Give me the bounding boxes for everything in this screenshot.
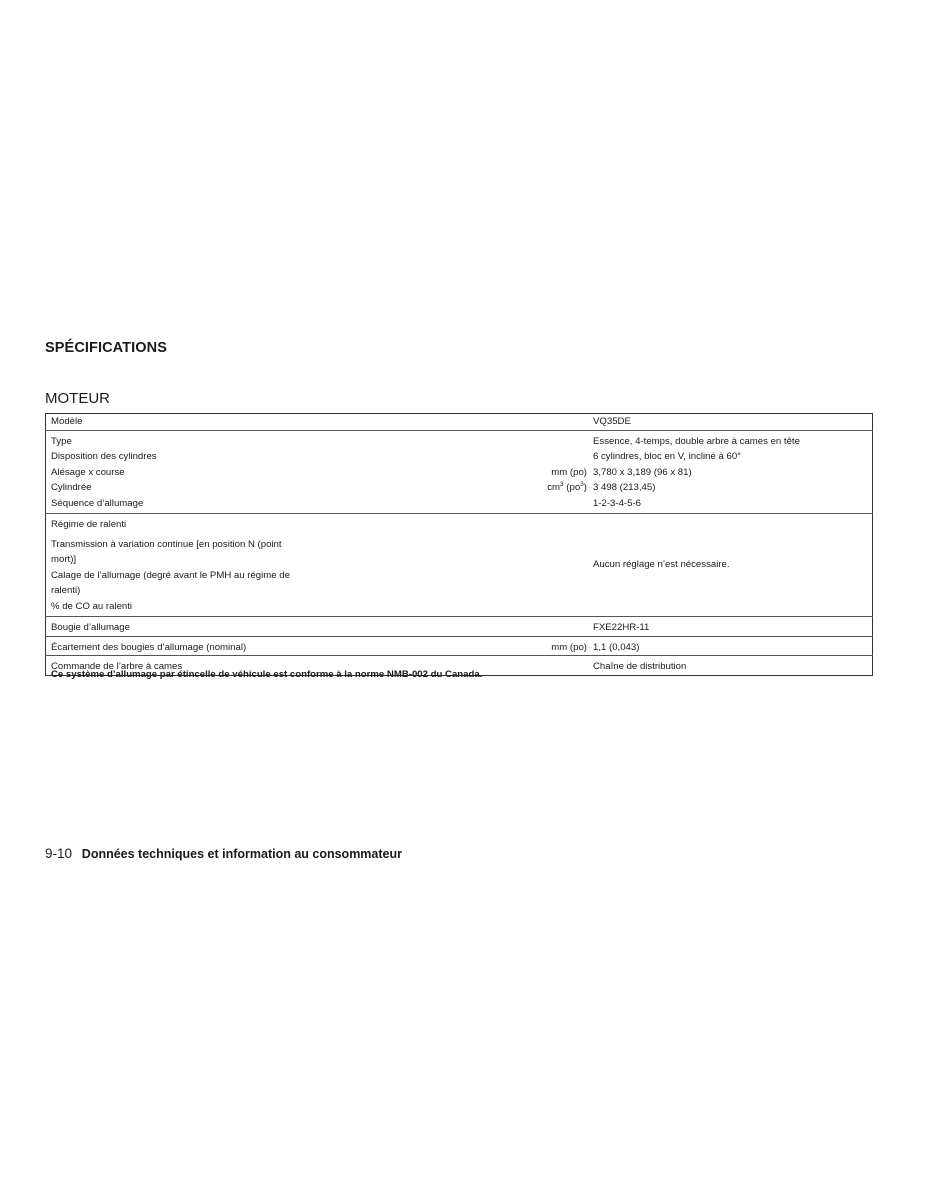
displacement-unit — [538, 480, 589, 496]
cylinders-label: Disposition des cylindres — [51, 451, 157, 462]
idle-speed-label: Régime de ralenti — [51, 519, 127, 530]
model-label: Modèle — [51, 416, 83, 427]
cylinders-value: 6 cylindres, bloc en V, incliné à 60° — [593, 451, 742, 462]
bore-stroke-value: 3,780 x 3,189 (96 x 81) — [593, 466, 692, 478]
displacement-value: 3 498 (213,45) — [593, 482, 656, 493]
displacement-unit-sup: 3 — [560, 480, 564, 488]
displacement-unit-base: cm — [547, 482, 560, 493]
idle-group-unit — [538, 514, 589, 617]
camshaft-value: Chaîne de distribution — [589, 656, 873, 676]
firing-order-value: 1-2-3-4-5-6 — [593, 497, 641, 509]
table-row-idle-group — [46, 514, 873, 617]
table-row-spark-plug — [46, 617, 873, 637]
table-row-cylinders — [46, 449, 873, 465]
model-value: VQ35DE — [593, 416, 631, 427]
type-unit — [538, 430, 589, 449]
spark-plug-label: Bougie d’allumage — [46, 617, 539, 637]
plug-gap-unit: mm (po) — [538, 636, 589, 656]
spark-plug-unit — [538, 617, 589, 637]
table-row-firing-order — [46, 496, 873, 514]
type-value: Essence, 4-temps, double arbre à cames en tête — [589, 430, 873, 449]
idle-group-labels — [46, 514, 539, 617]
cylinders-unit — [538, 449, 589, 465]
firing-order-unit — [538, 496, 589, 514]
engine-spec-table — [45, 413, 873, 676]
table-row-model — [46, 414, 873, 431]
spark-plug-value: FXE22HR-11 — [589, 617, 873, 637]
idle-group-value: Aucun réglage n’est nécessaire. — [589, 514, 873, 617]
plug-gap-value: 1,1 (0,043) — [589, 636, 873, 656]
table-row-displacement — [46, 480, 873, 496]
subsection-title: MOTEUR — [45, 390, 110, 407]
displacement-label: Cylindrée — [51, 482, 92, 493]
table-row-plug-gap — [46, 636, 873, 656]
table-row-type — [46, 430, 873, 449]
displacement-unit-sup2: 3 — [580, 480, 584, 488]
cvt-neutral-label: Transmission à variation continue [en position N (point mort)] — [51, 538, 282, 565]
bore-stroke-unit: mm (po) — [551, 466, 587, 478]
page-footer — [45, 846, 402, 861]
ignition-timing-label: Calage de l’allumage (degré avant le PMH au régime de ralenti) — [51, 569, 290, 596]
displacement-unit-mid: (po — [563, 482, 581, 493]
displacement-unit-end: ) — [583, 482, 587, 493]
chapter-title: Données techniques et information au consommateur — [81, 847, 402, 861]
page-number: 9-10 — [45, 846, 73, 861]
section-title: SPÉCIFICATIONS — [45, 340, 167, 356]
firing-order-label: Séquence d’allumage — [51, 497, 144, 509]
table-row-bore-stroke — [46, 465, 873, 481]
co-idle-label: % de CO au ralenti — [51, 600, 133, 612]
camshaft-label: Commande de l’arbre à cames — [46, 656, 539, 676]
camshaft-unit — [538, 656, 589, 676]
bore-stroke-label: Alésage x course — [51, 466, 125, 478]
compliance-note: Ce système d’allumage par étincelle de véhicule est conforme à la norme NMB-002 du Canada. — [51, 669, 483, 680]
type-label: Type — [46, 430, 539, 449]
model-unit — [538, 414, 589, 431]
plug-gap-label: Écartement des bougies d’allumage (nominal) — [46, 636, 539, 656]
